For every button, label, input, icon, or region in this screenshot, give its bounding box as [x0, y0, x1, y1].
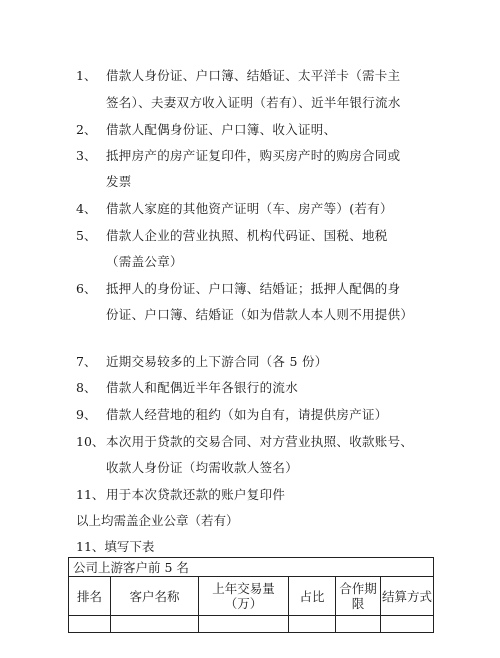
item-text-line: 借款人身份证、户口簿、结婚证、太平洋卡（需卡主	[106, 68, 401, 83]
seal-note: 以上均需盖企业公章（若有）	[76, 513, 239, 528]
table-cell[interactable]	[111, 616, 199, 633]
table-cell[interactable]	[69, 616, 111, 633]
item-number: 11、	[76, 487, 105, 502]
table-cell[interactable]	[381, 616, 434, 633]
item-text-line: 抵押房产的房产证复印件，购买房产时的购房合同或	[106, 148, 401, 163]
upstream-customer-table	[68, 557, 434, 633]
item-number: 5、	[76, 228, 97, 243]
item-text-line: 借款人企业的营业执照、机构代码证、国税、地税	[106, 228, 388, 243]
item-number: 7、	[76, 354, 97, 369]
table-title-row	[69, 558, 434, 577]
fill-instruction: 11、填写下表	[76, 539, 155, 554]
item-number: 2、	[76, 122, 97, 137]
item-text-line: 借款人配偶身份证、户口簿、收入证明、	[106, 122, 337, 137]
item-text-line: 近期交易较多的上下游合同（各 5 份）	[106, 354, 328, 369]
item-text-line: 份证、户口簿、结婚证（如为借款人本人则不用提供）	[106, 307, 414, 322]
item-number: 8、	[76, 380, 97, 395]
table-cell[interactable]	[289, 616, 336, 633]
item-text-line: 借款人家庭的其他资产证明（车、房产等）(若有）	[106, 201, 393, 216]
item-text-line: 借款人经营地的租约（如为自有，请提供房产证）	[106, 407, 388, 422]
item-number: 9、	[76, 407, 97, 422]
item-text-line: 本次用于贷款的交易合同、对方营业执照、收款账号、	[106, 434, 414, 449]
item-text-line: 签名）、夫妻双方收入证明（若有）、近半年银行流水	[106, 95, 401, 110]
header-last-year-volume: 上年交易量（万）	[199, 577, 289, 616]
table-row	[69, 616, 434, 633]
item-number: 4、	[76, 201, 97, 216]
table-title: 公司上游客户前 5 名	[69, 558, 434, 577]
header-settlement-method: 结算方式	[381, 577, 434, 616]
item-number: 1、	[76, 68, 97, 83]
item-text-line: 抵押人的身份证、户口簿、结婚证；抵押人配偶的身	[106, 281, 401, 296]
item-number: 10、	[76, 434, 105, 449]
item-number: 6、	[76, 281, 97, 296]
item-text-line: 收款人身份证（均需收款人签名）	[106, 460, 299, 475]
item-text-line: 发票	[106, 174, 132, 189]
header-cooperation-term: 合作期限	[336, 577, 381, 616]
table-cell[interactable]	[336, 616, 381, 633]
table-header-row	[69, 577, 434, 616]
item-text-line: （需盖公章）	[106, 254, 183, 269]
header-rank: 排名	[69, 577, 111, 616]
item-text-line: 借款人和配偶近半年各银行的流水	[106, 380, 299, 395]
header-customer-name: 客户名称	[111, 577, 199, 616]
header-share: 占比	[289, 577, 336, 616]
table-cell[interactable]	[199, 616, 289, 633]
item-number: 3、	[76, 148, 97, 163]
item-text-line: 用于本次贷款还款的账户复印件	[106, 487, 286, 502]
